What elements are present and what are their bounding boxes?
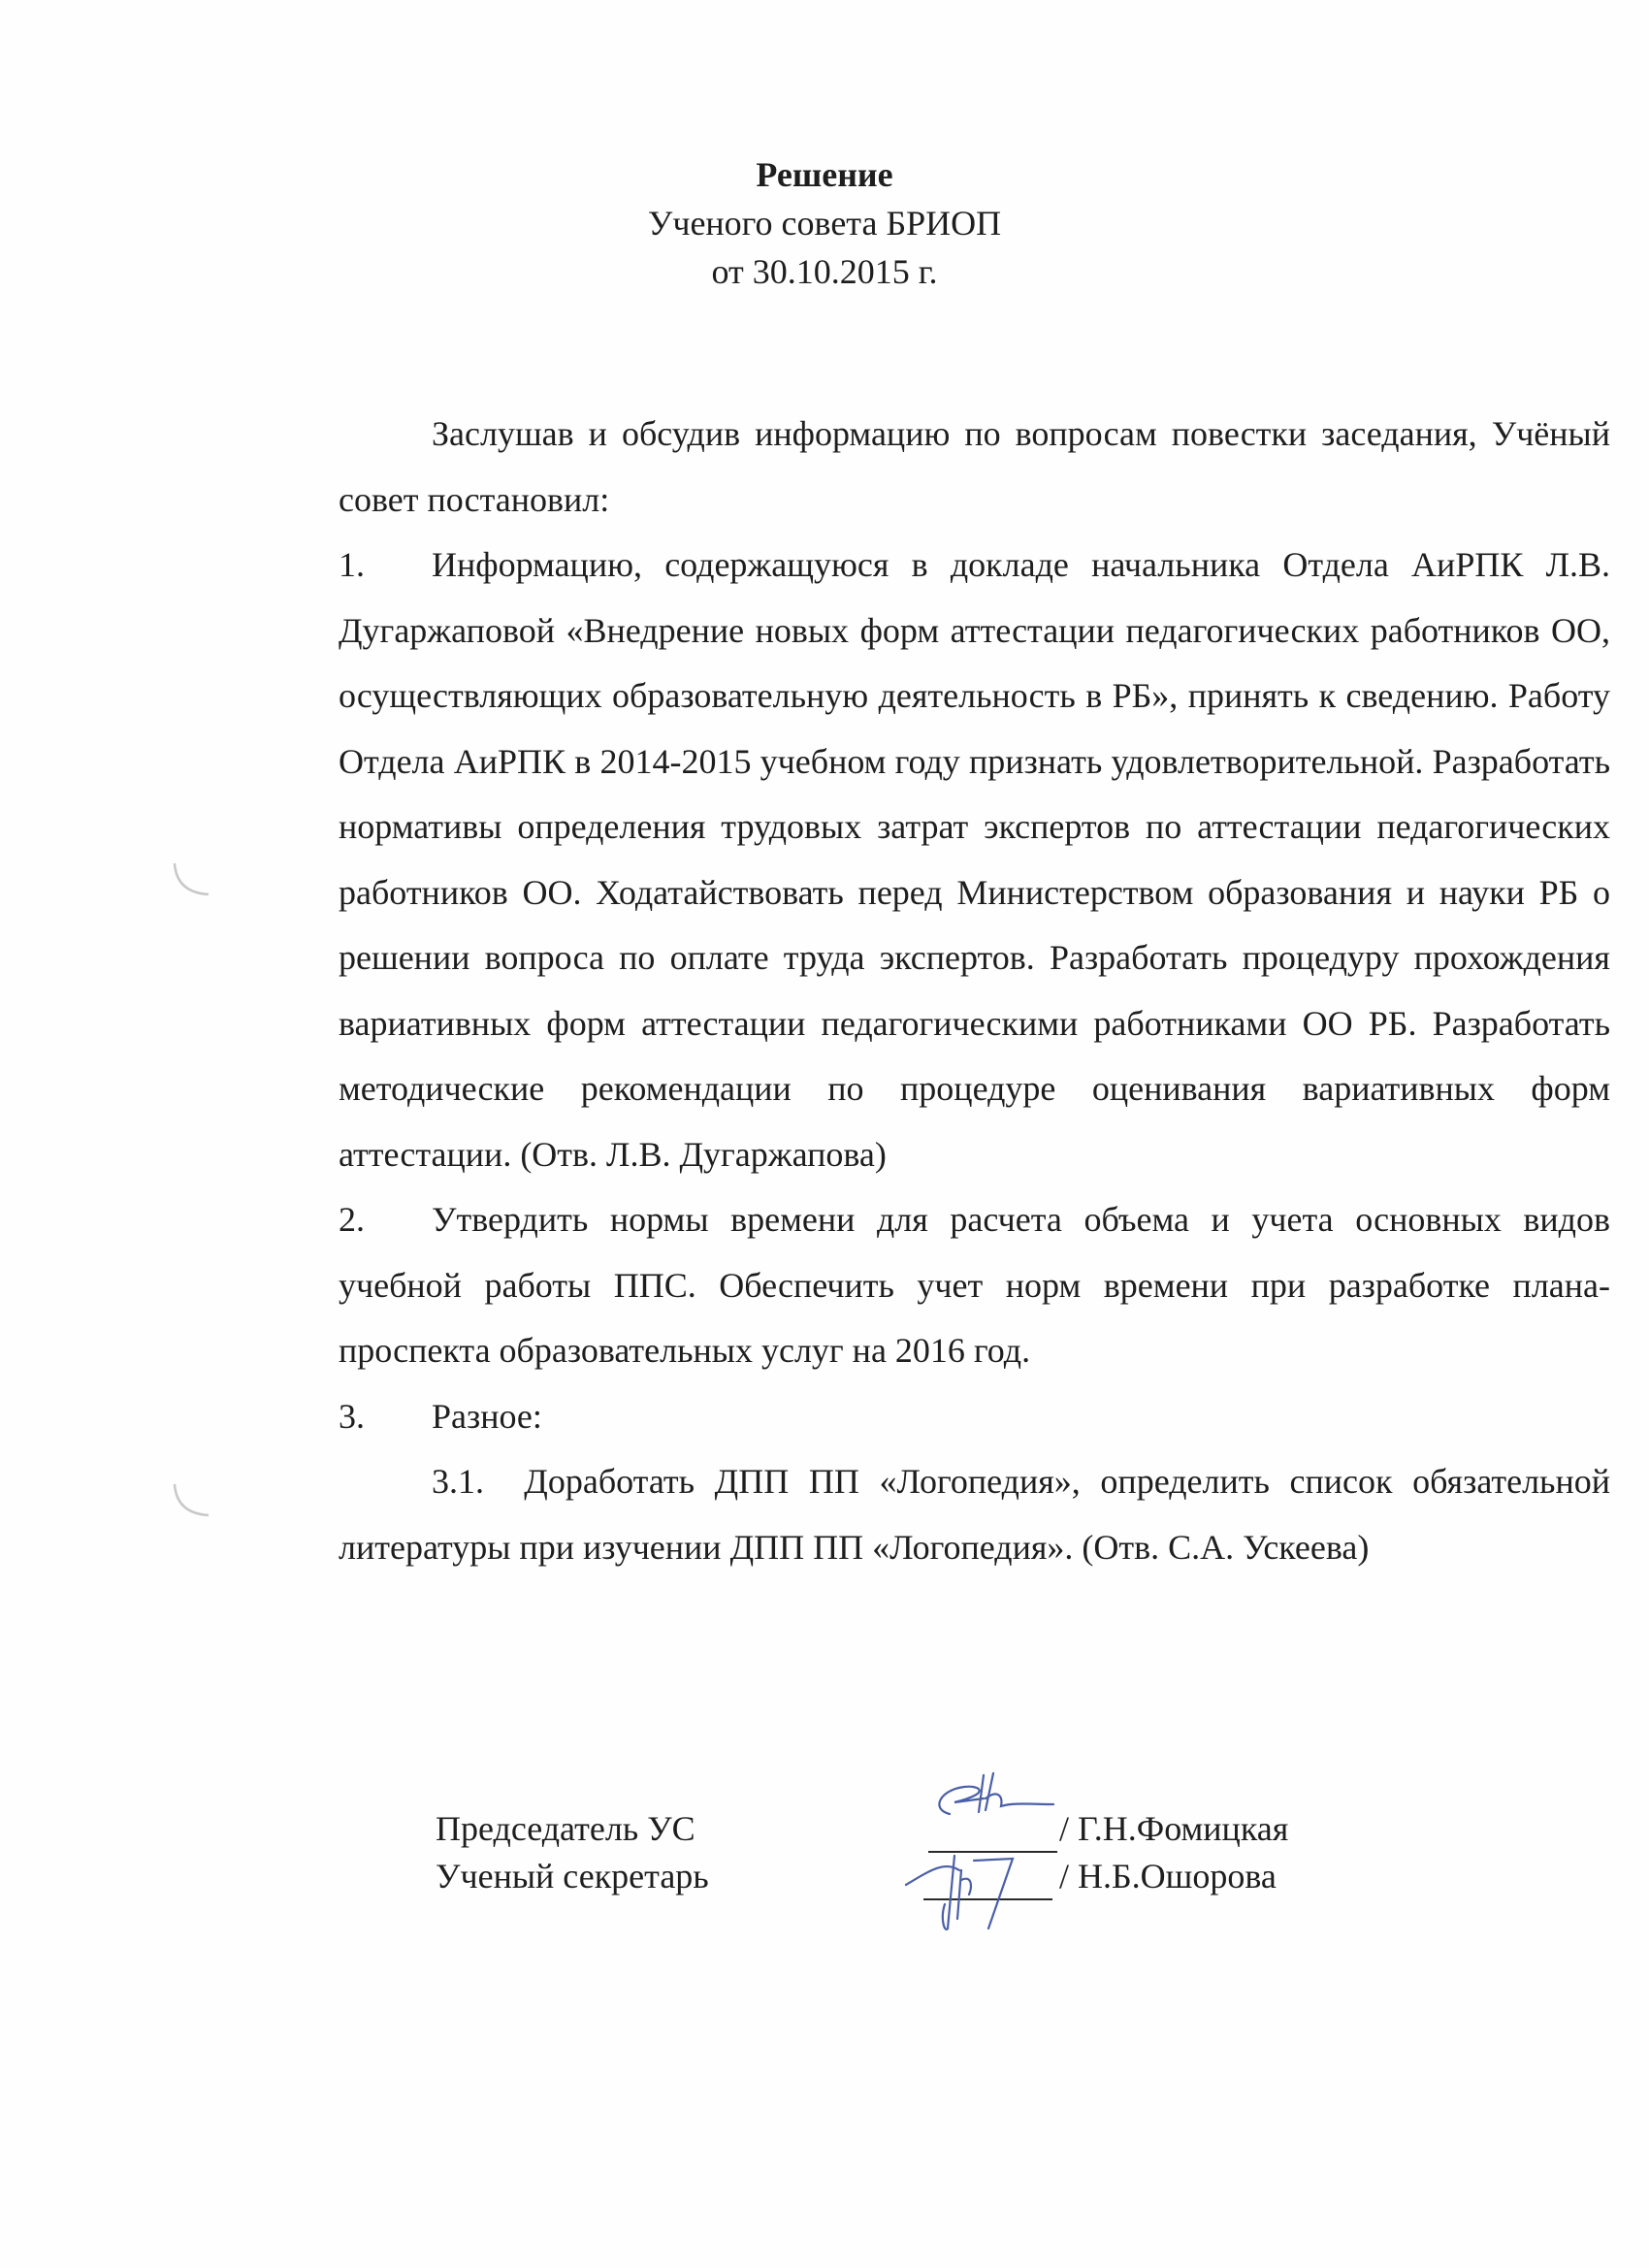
intro-paragraph: Заслушав и обсудив информацию по вопросам повестки заседания, Учёный совет постановил: bbox=[339, 414, 1610, 519]
signatory-role: Ученый секретарь bbox=[436, 1857, 709, 1895]
signatory-role: Председатель УС bbox=[436, 1809, 695, 1848]
handwritten-signature-secretary bbox=[901, 1851, 1037, 1938]
document-date: от 30.10.2015 г. bbox=[711, 252, 938, 291]
subitem-number: 3.1. bbox=[432, 1462, 484, 1501]
scan-artifact-arc bbox=[165, 854, 223, 912]
item-text: Разное: bbox=[432, 1396, 542, 1436]
handwritten-signature-chairman bbox=[925, 1766, 1061, 1843]
document-body bbox=[339, 402, 1610, 1580]
signatory-name: / Н.Б.Ошорова bbox=[1059, 1857, 1277, 1895]
item-number: 3. bbox=[339, 1396, 365, 1436]
document-subtitle: Ученого совета БРИОП bbox=[647, 204, 1002, 243]
signatory-name: / Г.Н.Фомицкая bbox=[1059, 1809, 1289, 1848]
decision-subitem-3-1 bbox=[339, 1449, 1610, 1580]
document-title: Решение bbox=[756, 155, 893, 194]
subitem-text: Доработать ДПП ПП «Логопедия», определить список обязательной литературы при изучении ДПП ПП «Логопедия». (Отв. С.А. Ускеева) bbox=[339, 1462, 1611, 1567]
decision-item-3 bbox=[339, 1384, 1610, 1450]
item-text: Информацию, содержащуюся в докладе начальника Отдела АиРПК Л.В. Дугаржаповой «Внедрение новых форм аттестации педагогических работников ОО, осуществляющих образовательную деятельность в РБ», принять к сведению. Работу Отдела АиРПК в 2014-2015 учебном году признать удовлетворительной. Разработать нормативы определения трудовых затрат экспертов по аттестации педагогических работников ОО. Ходатайствовать перед Министерством образования и науки РБ о решении вопроса по оплате труда экспертов. Разработать процедуру прохождения вариативных форм аттестации педагогическими работниками ОО РБ. Разработать методические рекомендации по процедуре оценивания вариативных форм аттестации. (Отв. Л.В. Дугаржапова) bbox=[339, 545, 1610, 1174]
document-header bbox=[0, 150, 1649, 296]
item-text: Утвердить нормы времени для расчета объема и учета основных видов учебной работы ППС. Обеспечить учет норм времени при разработке плана-проспекта образовательных услуг на 2016 год. bbox=[339, 1200, 1610, 1370]
item-number: 2. bbox=[339, 1200, 365, 1239]
scan-artifact-arc bbox=[165, 1474, 223, 1533]
decision-item-2 bbox=[339, 1187, 1610, 1384]
item-number: 1. bbox=[339, 545, 365, 584]
decision-item-1 bbox=[339, 533, 1610, 1187]
